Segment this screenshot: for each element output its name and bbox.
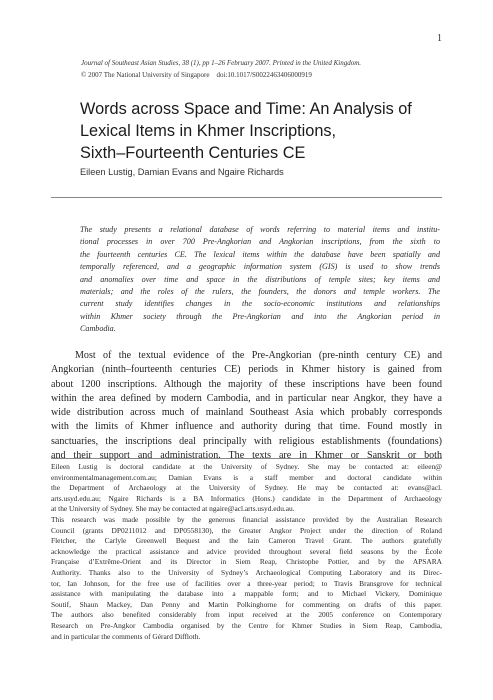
footnote-line: arts.usyd.edu.au; Ngaire Richards is a BA Informatics (Hons.) candidate in the Department of Archaeology [51, 493, 442, 503]
footnote-line: assistance with manipulating the database into a mappable form; and to Michael Vickery, Dominique [51, 589, 442, 599]
footnote-line: at the University of Sydney. She may be contacted at ngaire@acl.arts.usyd.edu.au. [51, 504, 295, 514]
abstract-line: the fourteenth centuries CE. The lexical items within the database have been spatially and [80, 249, 440, 259]
footnote-line: and in particular the comments of Gérard Diffloth. [51, 631, 201, 641]
page-number: 1 [437, 33, 442, 44]
journal-citation: Journal of Southeast Asian Studies, 38 (1), pp 1–26 February 2007. Printed in the United Kingdom. [81, 59, 362, 67]
header-divider [51, 197, 442, 198]
footnote-line: acknowledge the practical assistance and advice provided throughout several field seasons by the École [51, 546, 442, 556]
footnote-line: environmentalmanagement.com.au; Damian Evans is a staff member and doctoral candidate within [51, 472, 442, 482]
footnote-line: The authors also benefited considerably from input received at the 2005 conference on Contemporary [51, 610, 442, 620]
author-footnote [51, 462, 442, 642]
footnote-line: This research was made possible by the generous financial assistance provided by the Australian Research [51, 514, 442, 524]
body-line: sanctuaries, the inscriptions deal principally with religious establishments (foundations) [51, 435, 442, 447]
abstract-line: tional processes in over 700 Pre-Angkorian and Angkorian inscriptions, from the sixth to [80, 237, 440, 247]
footnote-line: the Department of Archaeology at the University of Sydney. He may be contacted at: evans@acl. [51, 483, 442, 493]
body-paragraph [51, 349, 442, 463]
footnote-line: Eileen Lustig is doctoral candidate at the University of Sydney. She may be contacted at: eileen@ [51, 462, 442, 471]
footnote-line: Authority. Thanks also to the University of Sydney’s Archaeological Computing Laboratory and its Direc- [51, 567, 442, 577]
footnote-line: Council (grants DP0211012 and DP0558130), the Greater Angkor Project under the direction of Roland [51, 525, 442, 535]
footnote-line: Fletcher, the Carlyle Greenwell Bequest and the Iain Cameron Travel Grant. The authors gratefully [51, 536, 442, 546]
abstract-line: and anomalies over time and space in the distributions of temple sites; key items and [80, 274, 440, 284]
body-line: and their support and administration. The texts are in Khmer or Sanskrit or both [51, 450, 442, 462]
body-line: with the limits of Khmer influence and authority during that time. Found mostly in [51, 421, 442, 433]
article-authors: Eileen Lustig, Damian Evans and Ngaire Richards [80, 167, 284, 177]
abstract-line: current study identifies changes in the socio-economic institutions and relationships [80, 299, 440, 309]
footnote-line: Soutif, Shaun Mackey, Dan Penny and Martin Polkinghorne for commenting on drafts of this paper. [51, 599, 442, 609]
abstract [80, 224, 440, 336]
footnote-divider [51, 458, 442, 459]
body-line: Angkorian (ninth–fourteenth centuries CE) periods in Khmer history is gained from [51, 364, 442, 376]
body-line: wide distribution across much of mainland Southeast Asia which probably corresponds [51, 407, 442, 419]
abstract-line: Cambodia. [80, 324, 116, 334]
abstract-line: materials; and the roles of the rulers, the founders, the donors and temple workers. The [80, 287, 440, 297]
body-line: about 1200 inscriptions. Although the majority of these inscriptions have been found [51, 378, 442, 390]
title-line: Words across Space and Time: An Analysis of [80, 100, 412, 118]
footnote-line: Française d’Extrême-Orient and its Director in Siem Reap, Christophe Pottier, and by the APSARA [51, 557, 442, 567]
footnote-line: tor, Ian Johnson, for the free use of facilities over a three-year period; to Travis Bransgrove for technical [51, 578, 442, 588]
article-title [80, 98, 440, 164]
abstract-line: The study presents a relational database of words referring to material items and institu- [80, 225, 440, 234]
title-line: Sixth–Fourteenth Centuries CE [80, 144, 306, 162]
copyright-line: © 2007 The National University of Singapore doi:10.1017/S0022463406000919 [81, 71, 312, 79]
body-line: Most of the textual evidence of the Pre-Angkorian (pre-ninth century CE) and [75, 350, 442, 361]
footnote-line: Research on Pre-Angkor Cambodia organised by the Centre for Khmer Studies in Siem Reap, Cambodia, [51, 620, 442, 630]
abstract-line: temporally referenced, and a geographic information system (GIS) is used to show trends [80, 262, 440, 272]
body-line: within the area defined by modern Cambodia, and in particular near Angkor, they have a [51, 392, 442, 404]
title-line: Lexical Items in Khmer Inscriptions, [80, 122, 337, 140]
abstract-line: within Khmer society through the Pre-Angkorian and into the Angkorian period in [80, 311, 440, 321]
journal-header [81, 57, 441, 81]
